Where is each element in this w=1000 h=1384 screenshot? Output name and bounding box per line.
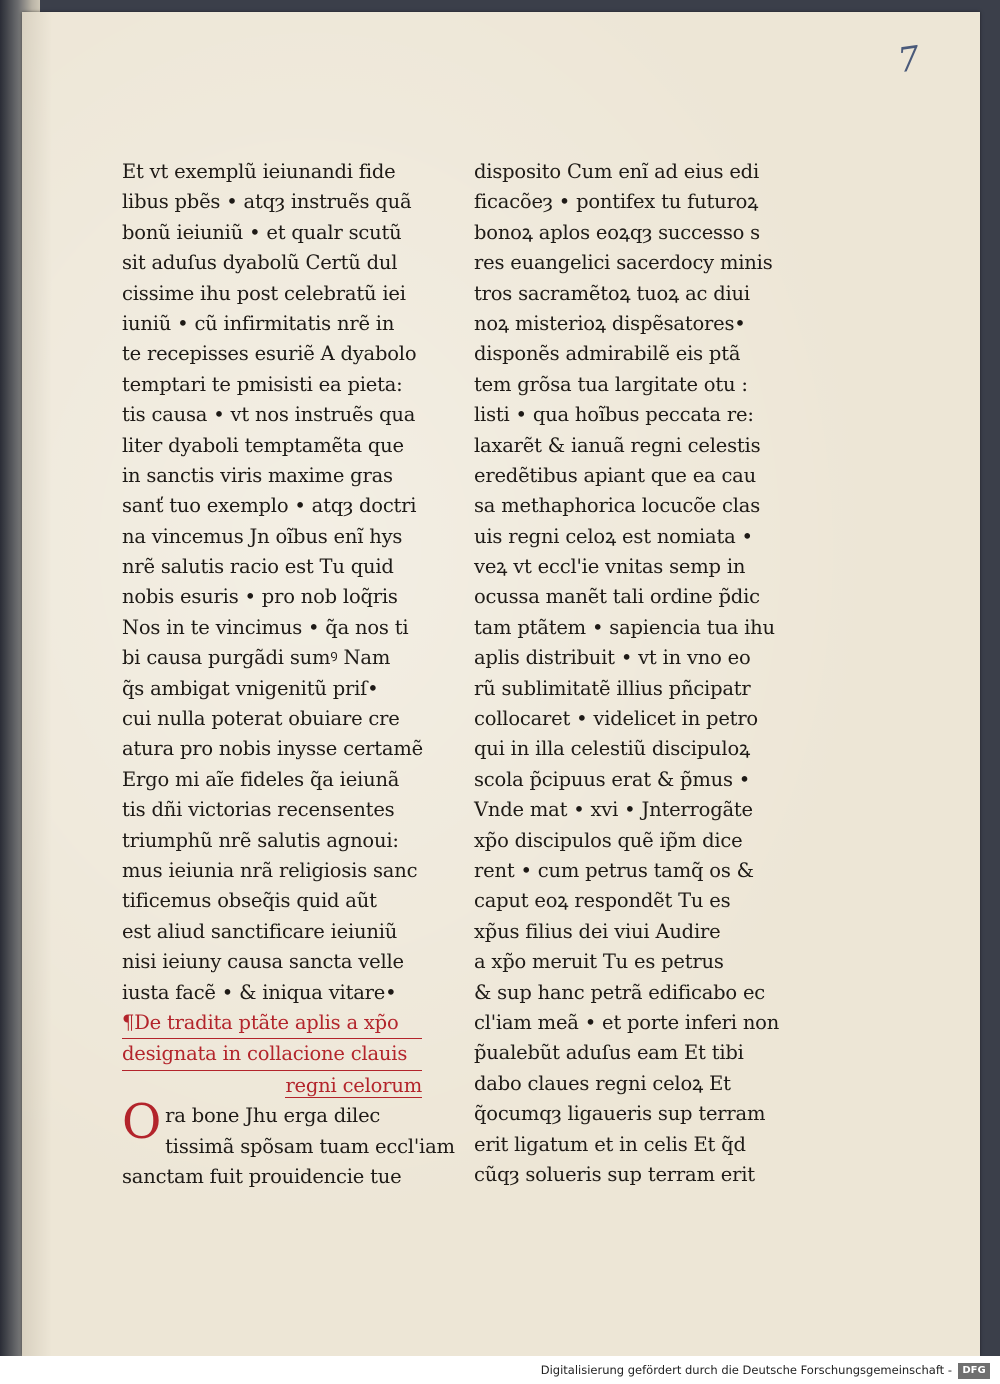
text-line: veꝝ vt eccl'ie vnitas semp in bbox=[474, 555, 746, 579]
text-line: erit ligatum et in celis Et q̃d bbox=[474, 1132, 746, 1156]
text-line: nisi ieiuny causa sancta velle bbox=[122, 950, 404, 974]
text-line: cissime ihu post celebratũ iei bbox=[122, 281, 406, 305]
text-line: listi • qua hoĩbus peccata re: bbox=[474, 403, 754, 427]
text-line: rũ sublimitatẽ illius pñcipatr bbox=[474, 676, 751, 700]
text-line: & sup hanc petrã edificabo ec bbox=[474, 980, 766, 1004]
text-line: noꝝ misterioꝝ dispẽsatores• bbox=[474, 311, 746, 335]
text-line: tis causa • vt nos instruẽs qua bbox=[122, 403, 416, 427]
text-line: iusta facẽ • & iniqua vitare• bbox=[122, 980, 397, 1004]
text-line: a xp̃o meruit Tu es petrus bbox=[474, 950, 724, 974]
text-line: est aliud sanctificare ieiuniũ bbox=[122, 919, 398, 943]
text-line: aplis distribuit • vt in vno eo bbox=[474, 646, 751, 670]
text-line: sanctam fuit prouidencie tue bbox=[122, 1164, 402, 1188]
text-line: qui in illa celestiũ discipuloꝝ bbox=[474, 737, 751, 761]
text-line: te recepisses esuriẽ A dyabolo bbox=[122, 342, 417, 366]
text-line: iuniũ • cũ infirmitatis nrẽ in bbox=[122, 311, 395, 335]
text-line: mus ieiunia nrã religiosis sanc bbox=[122, 858, 418, 882]
text-line: collocaret • videlicet in petro bbox=[474, 707, 758, 731]
text-line: tam ptãtem • sapiencia tua ihu bbox=[474, 615, 775, 639]
text-line: ocussa manẽt tali ordine p̃dic bbox=[474, 585, 760, 609]
text-line: Ora bone Jhu erga dilec bbox=[122, 1094, 381, 1151]
text-line: bonũ ieiuniũ • et qualr scutũ bbox=[122, 220, 402, 244]
text-line: laxarẽt & ianuã regni celestis bbox=[474, 433, 761, 457]
text-line: disposito Cum enĩ ad eius edi bbox=[474, 160, 759, 183]
text-line: sit aduſus dyabolũ Certũ dul bbox=[122, 251, 398, 275]
text-line: res euangelici sacerdocy minis bbox=[474, 251, 773, 275]
text-line: na vincemus Jn oĩbus enĩ hys bbox=[122, 524, 403, 548]
text-line: Vnde mat • xvi • Jnterrogãte bbox=[474, 798, 753, 822]
text-line: nrẽ salutis racio est Tu quid bbox=[122, 555, 394, 579]
text-line: libus pbẽs • atqȝ instruẽs quã bbox=[122, 190, 412, 214]
text-line: xp̃o discipulos quẽ ip̃m dice bbox=[474, 828, 743, 852]
footer-bar bbox=[0, 1356, 1000, 1384]
rubric-line: regni celorum bbox=[285, 1073, 422, 1097]
text-line: tis dñi victorias recensentes bbox=[122, 798, 395, 822]
text-line: cl'iam meã • et porte inferi non bbox=[474, 1010, 780, 1034]
text-line: tros sacramẽtoꝝ tuoꝝ ac diui bbox=[474, 281, 750, 305]
text-line: atura pro nobis inysse certamẽ bbox=[122, 737, 423, 761]
text-line: Ergo mi aĩe fideles q̃a ieiunã bbox=[122, 767, 400, 791]
text-line: nobis esuris • pro nob loq̃ris bbox=[122, 585, 398, 609]
text-line: bonoꝝ aplos eoꝝqȝ successo s bbox=[474, 220, 760, 244]
text-line: scola p̃cipuus erat & p̃mus • bbox=[474, 767, 751, 791]
text-line: sanť tuo exemplo • atqȝ doctri bbox=[122, 494, 417, 518]
red-initial: O bbox=[122, 1094, 162, 1151]
text-line: Et vt exemplũ ieiunandi fide bbox=[122, 160, 396, 183]
text-line: temptari te pmisisti ea pieta: bbox=[122, 372, 403, 396]
text-line: sa methaphorica locucõe clas bbox=[474, 494, 761, 518]
text-line: eredẽtibus apiant que ea cau bbox=[474, 463, 756, 487]
folio-number: 7 bbox=[895, 38, 923, 82]
text-line: rent • cum petrus tamq̃ os & bbox=[474, 858, 754, 882]
text-line: in sanctis viris maxime gras bbox=[122, 463, 393, 487]
text-line: q̃ocumqȝ ligaueris sup terram bbox=[474, 1102, 766, 1126]
text-line: cui nulla poterat obuiare cre bbox=[122, 707, 400, 731]
left-text-column bbox=[122, 157, 455, 1192]
text-line: tem grõsa tua largitate otu : bbox=[474, 372, 748, 396]
text-line: uis regni celoꝝ est nomiata • bbox=[474, 524, 753, 548]
text-line: tificemus obseq̃is quid aũt bbox=[122, 889, 377, 913]
text-line: disponẽs admirabilẽ eis ptã bbox=[474, 342, 741, 366]
text-line: tissimã spõsam tuam eccl'iam bbox=[165, 1134, 455, 1158]
funding-credit: Digitalisierung gefördert durch die Deutsche Forschungsgemeinschaft - bbox=[540, 1363, 952, 1377]
text-line: ficacõeȝ • pontifex tu futuroꝝ bbox=[474, 190, 759, 214]
text-line: bi causa purgãdi sumꝰ Nam bbox=[122, 646, 391, 670]
dfg-logo: DFG bbox=[958, 1363, 990, 1379]
text-line: triumphũ nrẽ salutis agnoui: bbox=[122, 828, 399, 852]
text-line: Nos in te vincimus • q̃a nos ti bbox=[122, 615, 409, 639]
manuscript-page bbox=[22, 12, 980, 1356]
text-line: liter dyaboli temptamẽta que bbox=[122, 433, 404, 457]
rubric-line: ¶De tradita ptãte aplis a xp̃o bbox=[122, 1008, 422, 1039]
right-text-column bbox=[474, 157, 780, 1190]
text-line: xp̃us filius dei viui Audire bbox=[474, 919, 721, 943]
text-line: dabo claues regni celoꝝ Et bbox=[474, 1071, 731, 1095]
text-line: caput eoꝝ respondẽt Tu es bbox=[474, 889, 731, 913]
text-line: p̃ualebũt aduſus eam Et tibi bbox=[474, 1041, 744, 1065]
text-line: cũqȝ solueris sup terram erit bbox=[474, 1162, 755, 1186]
rubric-line: designata in collacione clauis bbox=[122, 1039, 422, 1070]
text-line: q̃s ambigat vnigenitũ priſ• bbox=[122, 676, 379, 700]
